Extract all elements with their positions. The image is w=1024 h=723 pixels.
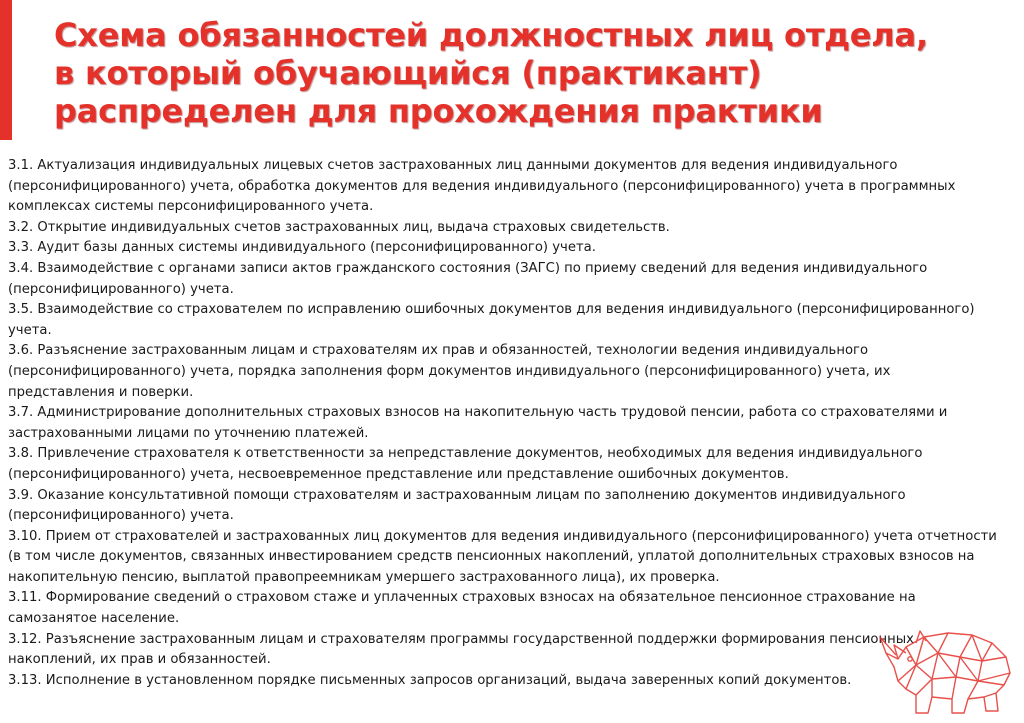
slide-title [54,16,994,130]
title-line-1: Схема обязанностей должностных лиц отдела, [54,16,928,54]
duty-item-3-9: 3.9. Оказание консультативной помощи страхователям и застрахованным лицам по заполнению документов индивидуального (персонифицированного) учета. [8,487,906,524]
duty-item-3-6: 3.6. Разъяснение застрахованным лицам и страхователям их прав и обязанностей, технологии ведения индивидуального (персонифицированного) учета, порядка заполнения форм документов индивидуального (персонифицированного) учета, их представления и поверки. [8,343,891,400]
duty-item-3-13: 3.13. Исполнение в установленном порядке письменных запросов организаций, выдача заверенных копий документов. [8,672,852,688]
duty-item-3-4: 3.4. Взаимодействие с органами записи актов гражданского состояния (ЗАГС) по приему сведений для ведения индивидуального (персонифицированного) учета. [8,260,928,297]
duty-item-3-8: 3.8. Привлечение страхователя к ответственности за непредставление документов, необходимых для ведения индивидуального (персонифицированного) учета, несвоевременное представление или представление ошибочных документов. [8,446,923,482]
rhino-logo-icon [876,623,1016,719]
duty-item-3-12: 3.12. Разъяснение застрахованным лицам и страхователям программы государственной поддержки формирования пенсионных накоплений, их прав и обязанностей. [8,631,914,668]
duty-item-3-3: 3.3. Аудит базы данных системы индивидуального (персонифицированного) учета. [8,240,596,256]
title-line-3: распределен для прохождения практики [54,92,823,130]
duty-item-3-7: 3.7. Администрирование дополнительных страховых взносов на накопительную часть трудовой пенсии, работа со страхователями и застрахованными лицами по уточнению платежей. [8,405,948,441]
duty-item-3-1: 3.1. Актуализация индивидуальных лицевых счетов застрахованных лиц данными документов для ведения индивидуального (персонифицированного) учета, обработка документов для ведения индивидуального (персонифицированного) учета в программных комплексах системы персонифицированного учета. [8,158,956,215]
duty-item-3-2: 3.2. Открытие индивидуальных счетов застрахованных лиц, выдача страховых свидетельств. [8,219,670,235]
duty-item-3-11: 3.11. Формирование сведений о страховом стаже и уплаченных страховых взносах на обязательное пенсионное страхование на самозанятое население. [8,590,916,627]
accent-bar [0,0,12,140]
duty-item-3-10: 3.10. Прием от страхователей и застрахованных лиц документов для ведения индивидуального (персонифицированного) учета отчетности (в том числе документов, связанных инвестированием средств пенсионных накоплений, уплатой дополнительных страховых взносов на накопительную пенсию, выплатой правопреемникам умершего застрахованного лица), их проверка. [8,528,997,585]
title-line-2: в который обучающийся (практикант) [54,54,762,92]
duty-item-3-5: 3.5. Взаимодействие со страхователем по исправлению ошибочных документов для ведения индивидуального (персонифицированного) учета. [8,302,975,338]
duties-list [8,156,998,691]
